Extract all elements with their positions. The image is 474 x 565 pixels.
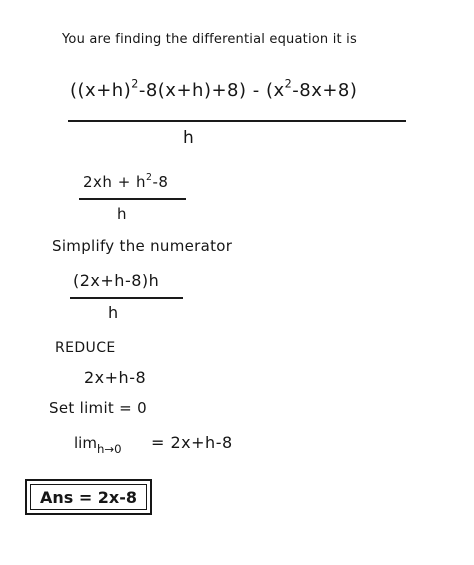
difference-quotient-numerator (70, 77, 358, 101)
fraction-bar-1 (68, 120, 406, 122)
expanded-numerator-part-1: 2xh + h (83, 173, 147, 191)
set-limit-label: Set limit = 0 (49, 399, 147, 417)
numerator-part-1: ((x+h) (70, 80, 132, 101)
reduced-expression: 2x+h-8 (84, 368, 147, 387)
intro-text: You are finding the differential equation it is (62, 32, 357, 47)
factored-denominator: h (108, 303, 119, 322)
limit-operator: lim (74, 434, 97, 452)
fraction-bar-2 (79, 198, 186, 200)
expanded-denominator: h (117, 205, 127, 223)
answer-box (25, 479, 152, 515)
answer-box-inner (30, 484, 147, 510)
expanded-numerator (83, 173, 168, 191)
expanded-exponent: 2 (146, 172, 153, 184)
limit-expression (74, 434, 122, 457)
numerator-part-2: -8(x+h)+8) - (x (138, 80, 285, 101)
limit-result: = 2x+h-8 (151, 433, 233, 452)
difference-quotient-denominator: h (183, 128, 194, 148)
answer-text: Ans = 2x-8 (39, 487, 138, 507)
limit-subscript: h→0 (96, 442, 122, 457)
exponent-2: 2 (284, 77, 293, 91)
reduce-label: REDUCE (55, 340, 116, 356)
simplify-label: Simplify the numerator (52, 237, 233, 255)
numerator-part-3: -8x+8) (292, 80, 358, 101)
exponent-1: 2 (131, 77, 139, 91)
fraction-bar-3 (70, 297, 183, 299)
factored-numerator: (2x+h-8)h (73, 271, 160, 290)
expanded-numerator-part-2: -8 (152, 173, 169, 191)
